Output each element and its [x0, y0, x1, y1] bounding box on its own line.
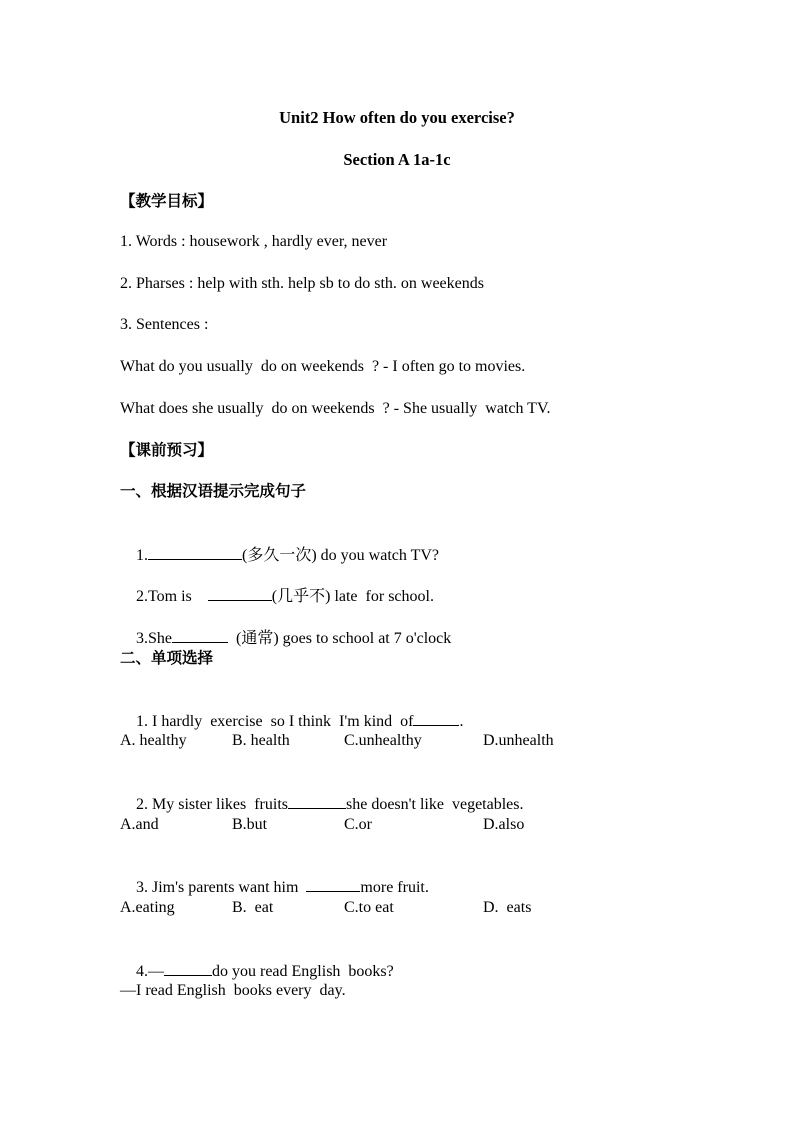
option-a: A.eating [120, 899, 175, 916]
choice-question-3-prefix: 3. Jim's parents want him [136, 879, 307, 896]
choice-question-2-options [0, 815, 794, 835]
option-c: C.or [344, 816, 372, 833]
option-a: A.and [120, 816, 159, 833]
choice-question-1-suffix: . [459, 713, 464, 730]
objective-sentences-label: 3. Sentences : [120, 316, 209, 333]
objective-sentence-2: What does she usually do on weekends ? - She usually watch TV. [120, 400, 551, 417]
choice-question-1-options [0, 731, 794, 751]
fill-question-3-suffix: (通常) goes to school at 7 o'clock [228, 630, 452, 647]
answer-blank [413, 710, 459, 726]
option-d: D.unhealth [483, 732, 554, 749]
option-b: B. eat [232, 899, 274, 916]
option-c: C.unhealthy [344, 732, 422, 749]
objective-sentence-1: What do you usually do on weekends ? - I often go to movies. [120, 358, 526, 375]
choice-question-4-suffix: do you read English books? [212, 963, 394, 980]
document-subtitle: Section A 1a-1c [343, 150, 451, 169]
fill-question-2-suffix: (几乎不) late for school. [271, 588, 434, 605]
answer-blank [288, 793, 346, 809]
fill-question-1-prefix: 1. [136, 547, 148, 564]
fill-question-1-suffix: (多久一次) do you watch TV? [242, 547, 440, 564]
answer-blank [208, 585, 272, 601]
preview-heading: 【课前预习】 [120, 441, 214, 459]
part1-heading: 一、根据汉语提示完成句子 [120, 482, 307, 500]
choice-question-2-suffix: she doesn't like vegetables. [346, 796, 524, 813]
objective-words: 1. Words : housework , hardly ever, never [120, 233, 388, 250]
choice-question-3-suffix: more fruit. [360, 879, 429, 896]
answer-blank [172, 627, 228, 643]
choice-question-4-prefix: 4.— [136, 963, 164, 980]
option-b: B. health [232, 732, 290, 749]
objectives-heading: 【教学目标】 [120, 192, 214, 210]
part2-heading: 二、单项选择 [120, 649, 214, 667]
fill-question-3-prefix: 3.She [136, 630, 172, 647]
choice-question-1-prefix: 1. I hardly exercise so I think I'm kind of [136, 713, 414, 730]
choice-question-3-options [0, 898, 794, 918]
fill-question-2-prefix: 2.Tom is [136, 588, 208, 605]
answer-blank [148, 544, 242, 560]
option-c: C.to eat [344, 899, 394, 916]
choice-question-2-prefix: 2. My sister likes fruits [136, 796, 288, 813]
option-b: B.but [232, 816, 268, 833]
answer-blank [164, 960, 212, 976]
option-d: D. eats [483, 899, 532, 916]
choice-question-4-answer: —I read English books every day. [120, 982, 346, 999]
option-d: D.also [483, 816, 525, 833]
document-title: Unit2 How often do you exercise? [279, 108, 515, 127]
objective-phrases: 2. Pharses : help with sth. help sb to do sth. on weekends [120, 275, 484, 292]
answer-blank [306, 876, 360, 892]
option-a: A. healthy [120, 732, 187, 749]
